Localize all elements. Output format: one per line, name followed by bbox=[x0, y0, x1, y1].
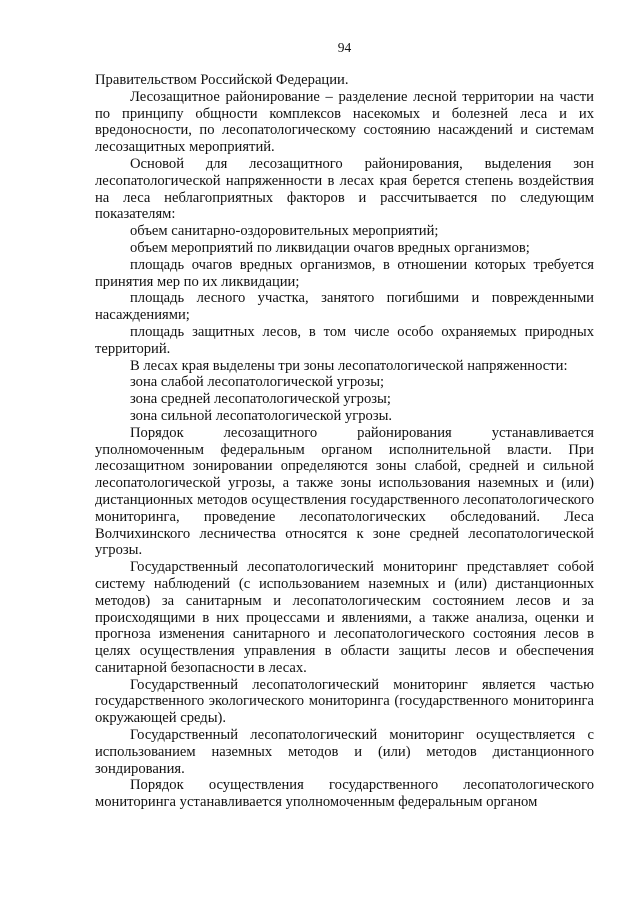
list-item: объем санитарно-оздоровительных мероприятий; bbox=[130, 223, 439, 240]
paragraph-monitoring-part: Государственный лесопатологический мониторинг является частью государственного экологического мониторинга (государственного мониторинга окружающей среды). bbox=[95, 676, 594, 727]
list-item: объем мероприятий по ликвидации очагов вредных организмов; bbox=[130, 239, 530, 256]
paragraph-monitoring-definition: Государственный лесопатологический мониторинг представляет собой систему наблюдений (с использованием наземных и (или) дистанционных методов) за санитарным и лесопатологическим состоянием лесов и за происходящими в них процессами и явлениями, а также анализа, оценки и прогноза изменения санитарного и лесопатологического состояния лесов в целях осуществления управления в области защиты лесов и обеспечения санитарной безопасности в лесах. bbox=[95, 559, 594, 676]
list-item: зона средней лесопатологической угрозы; bbox=[130, 391, 391, 408]
paragraph-continuation: Правительством Российской Федерации. bbox=[95, 72, 349, 88]
list-item: зона сильной лесопатологической угрозы. bbox=[130, 407, 393, 424]
paragraph-procedure: Порядок лесозащитного районирования устанавливается уполномоченным федеральным органом исполнительной власти. При лесозащитном зонировании определяются зоны слабой, средней и сильной лесопатологической угрозы, а также зоны использования наземных и (или) дистанционных методов осуществления государственного лесопатологического мониторинга, проведение лесопатологических обследований. Леса Волчихинского лесничества относятся к зоне средней лесопатологической угрозы. bbox=[95, 424, 594, 559]
paragraph-monitoring-order: Порядок осуществления государственного лесопатологического мониторинга устанавливается уполномоченным федеральным органом bbox=[95, 777, 594, 811]
paragraph-basis: Основой для лесозащитного районирования, выделения зон лесопатологической напряженности в лесах края берется степень воздействия на леса неблагоприятных факторов и рассчитывается по следующим показателям: bbox=[95, 155, 594, 223]
page-number: 94 bbox=[337, 40, 352, 55]
document-body bbox=[95, 72, 594, 811]
list-item: площадь защитных лесов, в том числе особо охраняемых природных территорий. bbox=[95, 323, 594, 357]
paragraph-monitoring-methods: Государственный лесопатологический мониторинг осуществляется с использованием наземных методов и (или) методов дистанционного зондирования. bbox=[95, 727, 594, 777]
paragraph-definition: Лесозащитное районирование – разделение лесной территории на части по принципу общности комплексов насекомых и болезней леса и их вредоносности, по лесопатологическому состоянию насаждений и системам лесозащитных мероприятий. bbox=[95, 88, 594, 156]
list-item: площадь очагов вредных организмов, в отношении которых требуется принятия мер по их ликвидации; bbox=[95, 256, 594, 290]
paragraph-zones-intro: В лесах края выделены три зоны лесопатологической напряженности: bbox=[130, 357, 568, 374]
list-item: площадь лесного участка, занятого погибшими и поврежденными насаждениями; bbox=[95, 290, 594, 324]
list-item: зона слабой лесопатологической угрозы; bbox=[130, 374, 385, 391]
